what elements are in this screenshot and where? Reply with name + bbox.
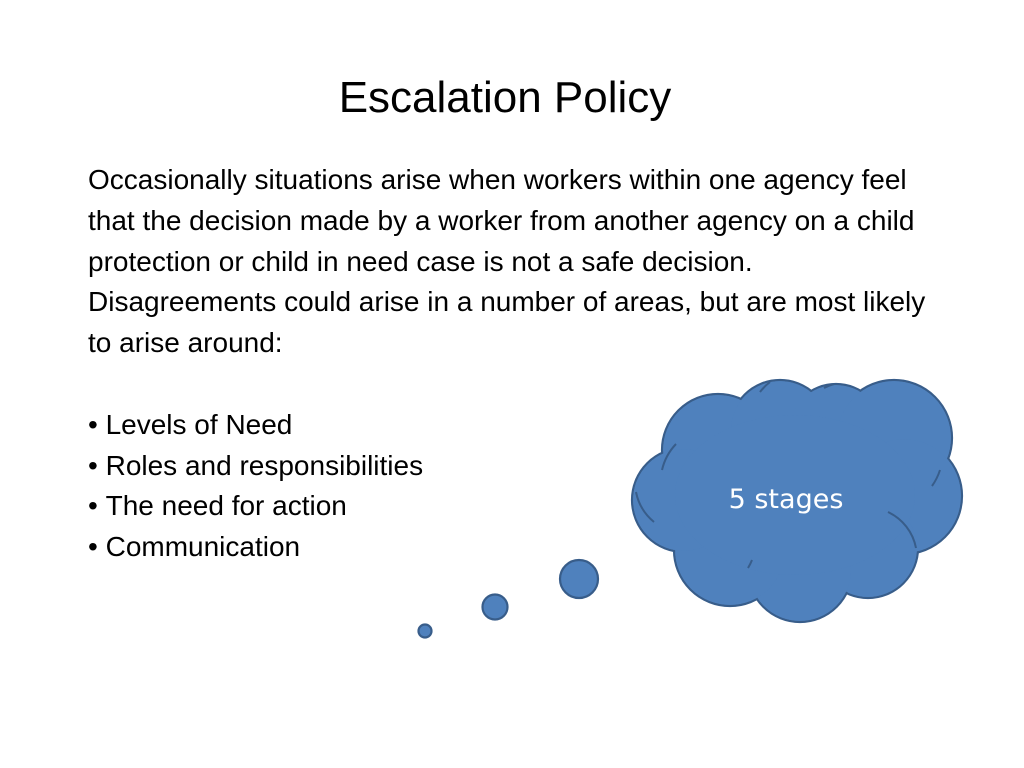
bullet-item-roles: • Roles and responsibilities xyxy=(88,446,928,487)
slide-title: Escalation Policy xyxy=(338,73,672,122)
bullet-item-communication: • Communication xyxy=(88,527,928,568)
cloud-label: 5 stages xyxy=(728,484,844,515)
thought-bubble-large xyxy=(560,560,598,598)
intro-paragraph: Occasionally situations arise when workers within one agency feel that the decision made by a worker from another agency on a child protection or child in need case is not a safe decision. Disagreements could arise in a number of areas, but are most likely to arise around: xyxy=(88,164,926,359)
bullet-item-levels-of-need: • Levels of Need xyxy=(88,405,928,446)
thought-bubble-small xyxy=(419,625,432,638)
bullet-item-need-for-action: • The need for action xyxy=(88,486,928,527)
thought-bubble-medium xyxy=(483,595,508,620)
